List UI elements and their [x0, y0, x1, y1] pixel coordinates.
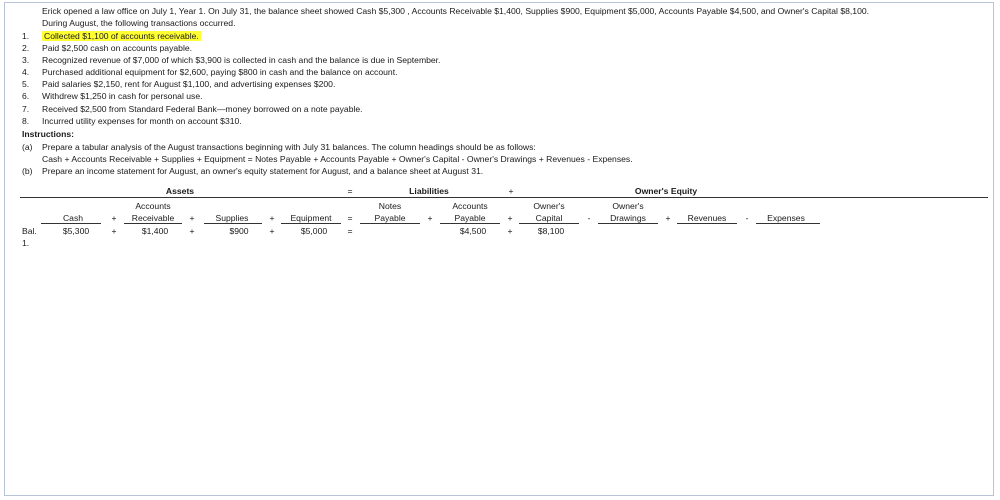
col-ap-line2: Payable	[454, 213, 486, 223]
plus-sign: +	[111, 213, 117, 223]
plus-sign: +	[427, 213, 433, 223]
list-item	[22, 103, 982, 115]
item-number: 7.	[22, 103, 30, 114]
item-text: Purchased additional equipment for $2,600, paying $800 in cash and the balance on account.	[42, 67, 398, 78]
col-expenses: Expenses	[767, 213, 805, 223]
plus-sign: +	[508, 186, 514, 196]
bal-equipment: $5,000	[300, 226, 328, 236]
minus-sign: -	[587, 213, 591, 223]
transaction-list	[22, 30, 982, 127]
col-equipment: Equipment	[290, 213, 332, 223]
bal-ar: $1,400	[141, 226, 169, 236]
list-item	[22, 90, 982, 102]
list-item	[22, 54, 982, 66]
instr-a-equation: Cash + Accounts Receivable + Supplies + Equipment = Notes Payable + Accounts Payable + Owner's Capital - Owner's Drawings + Revenues - Expenses.	[42, 154, 633, 164]
minus-sign: -	[745, 213, 749, 223]
plus-sign: +	[269, 213, 275, 223]
instructions-title: Instructions:	[22, 129, 75, 139]
eq-sign: =	[347, 186, 353, 196]
bal-ap: $4,500	[459, 226, 487, 236]
bal-supplies: $900	[229, 226, 249, 236]
col-ar-line2: Receivable	[131, 213, 175, 223]
item-number: 1.	[22, 31, 30, 41]
item-text: Paid salaries $2,150, rent for August $1,100, and advertising expenses $200.	[42, 79, 336, 90]
plus-sign: +	[507, 213, 513, 223]
bal-cash: $5,300	[62, 226, 90, 236]
item-number: 8.	[22, 115, 30, 126]
eq-sign: =	[347, 213, 353, 223]
col-cash: Cash	[62, 213, 84, 223]
group-liabilities: Liabilities	[409, 186, 449, 196]
col-drawings-line2: Drawings	[610, 213, 646, 223]
list-item	[22, 78, 982, 90]
plus-sign: +	[507, 226, 513, 236]
group-equity: Owner's Equity	[634, 186, 698, 196]
list-item	[22, 42, 982, 54]
row-1-label: 1.	[22, 238, 30, 248]
plus-sign: +	[189, 213, 195, 223]
item-number: 6.	[22, 91, 30, 102]
plus-sign: +	[665, 213, 671, 223]
plus-sign: +	[111, 226, 117, 236]
instructions	[22, 141, 982, 177]
item-number: 5.	[22, 79, 30, 90]
instr-a-text: Prepare a tabular analysis of the August transactions beginning with July 31 balances. The column headings should be as follows:	[42, 142, 536, 152]
item-number: 3.	[22, 55, 30, 66]
col-np-line2: Payable	[374, 213, 406, 223]
list-item	[22, 30, 982, 42]
col-np-line1: Notes	[378, 201, 402, 211]
col-supplies: Supplies	[215, 213, 249, 223]
col-capital-line2: Capital	[535, 213, 563, 223]
intro-line-1: Erick opened a law office on July 1, Year 1. On July 31, the balance sheet showed Cash $5,300 , Accounts Receivable $1,400, Supplies $900, Equipment $5,000, Accounts Payable $4,500, and Owner's Capital $8,100.	[42, 6, 870, 16]
list-item	[22, 66, 982, 78]
problem-intro	[42, 6, 992, 29]
plus-sign: +	[269, 226, 275, 236]
instr-b-text: Prepare an income statement for August, an owner's equity statement for August, and a balance sheet at August 31.	[42, 166, 484, 176]
col-ar-line1: Accounts	[135, 201, 171, 211]
item-text: Withdrew $1,250 in cash for personal use.	[42, 91, 203, 102]
instr-b-label: (b)	[22, 166, 33, 176]
item-text: Incurred utility expenses for month on account $310.	[42, 115, 242, 126]
highlighted-transaction: Collected $1,100 of accounts receivable.	[44, 31, 199, 41]
item-number: 2.	[22, 43, 30, 54]
bal-label: Bal.	[22, 226, 37, 236]
item-number: 4.	[22, 67, 30, 78]
list-item	[22, 115, 982, 127]
bal-capital: $8,100	[537, 226, 565, 236]
col-drawings-line1: Owner's	[612, 201, 644, 211]
item-text: Received $2,500 from Standard Federal Bank—money borrowed on a note payable.	[42, 103, 363, 114]
group-assets: Assets	[165, 186, 195, 196]
instr-a-label: (a)	[22, 142, 33, 152]
col-capital-line1: Owner's	[533, 201, 565, 211]
eq-sign: =	[347, 226, 353, 236]
col-revenues: Revenues	[687, 213, 727, 223]
item-text: Recognized revenue of $7,000 of which $3,900 is collected in cash and the balance is due in September.	[42, 55, 441, 66]
col-ap-line1: Accounts	[452, 201, 488, 211]
item-text: Paid $2,500 cash on accounts payable.	[42, 43, 193, 54]
intro-line-2: During August, the following transactions occurred.	[42, 17, 236, 28]
plus-sign: +	[189, 226, 195, 236]
